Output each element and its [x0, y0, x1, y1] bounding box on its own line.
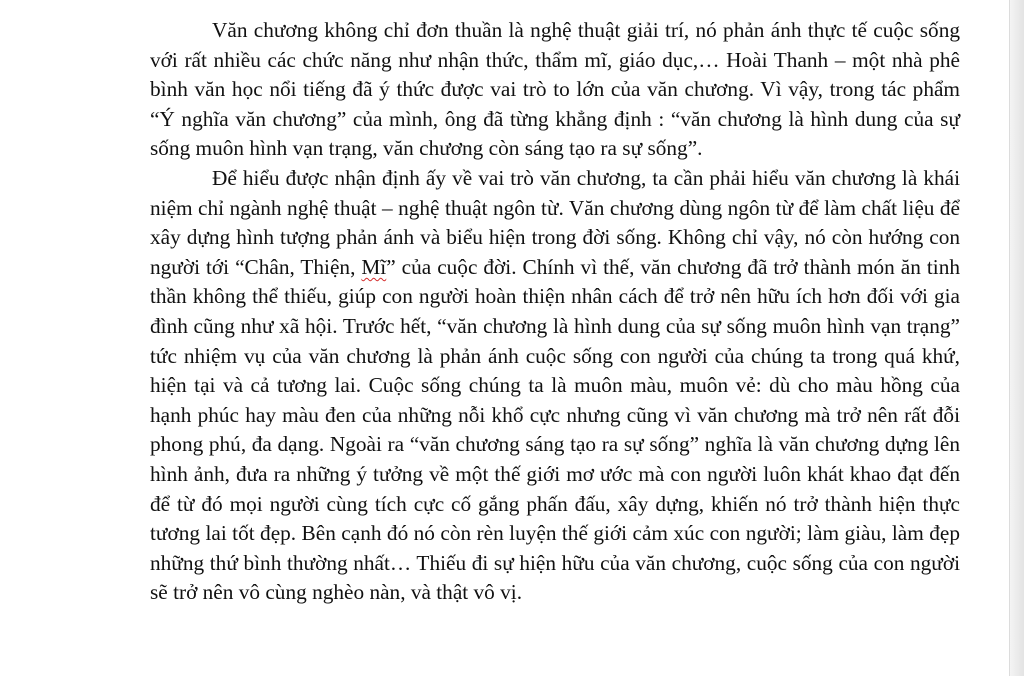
spellcheck-flagged-word[interactable]: Mĩ — [361, 254, 387, 279]
document-body[interactable] — [150, 16, 960, 608]
paragraph-2[interactable] — [150, 164, 960, 608]
paragraph-1-text: Văn chương không chỉ đơn thuần là nghệ thuật giải trí, nó phản ánh thực tế cuộc sống với rất nhiều các chức năng như nhận thức, thẩm mĩ, giáo dục,… Hoài Thanh – một nhà phê bình văn học nổi tiếng đã ý thức được vai trò to lớn của văn chương. Vì vậy, trong tác phẩm “Ý nghĩa văn chương” của mình, ông đã từng khẳng định : “văn chương là hình dung của sự sống muôn hình vạn trạng, văn chương còn sáng tạo ra sự sống”. — [150, 18, 960, 161]
paragraph-1[interactable] — [150, 16, 960, 164]
paragraph-2-text-after: ” của cuộc đời. Chính vì thế, văn chương đã trở thành món ăn tinh thần không thể thiếu, giúp con người hoàn thiện nhân cách để trở nên hữu ích hơn đối với gia đình cũng như xã hội. Trước hết, “văn chương là hình dung của sự sống muôn hình vạn trạng” tức nhiệm vụ của văn chương là phản ánh cuộc sống con người của chúng ta trong quá khứ, hiện tại và cả tương lai. Cuộc sống chúng ta là muôn màu, muôn vẻ: dù cho màu hồng của hạnh phúc hay màu đen của những nỗi khổ cực nhưng cũng vì văn chương mà trở nên rất đỗi phong phú, đa dạng. Ngoài ra “văn chương sáng tạo ra sự sống” nghĩa là văn chương dựng lên hình ảnh, đưa ra những ý tưởng về một thế giới mơ ước mà con người luôn khát khao đạt đến để từ đó mọi người cùng tích cực cố gắng phấn đấu, xây dựng, khiến nó trở thành hiện thực tương lai tốt đẹp. Bên cạnh đó nó còn rèn luyện thế giới cảm xúc con người; làm giàu, làm đẹp những thứ bình thường nhất… Thiếu đi sự hiện hữu của văn chương, cuộc sống của con người sẽ trở nên vô cùng nghèo nàn, và thật vô vị. — [150, 254, 960, 605]
paragraph-2-text-before: Để hiểu được nhận định ấy về vai trò văn chương, ta cần phải hiểu văn chương là khái niệm chỉ ngành nghệ thuật – nghệ thuật ngôn từ. Văn chương dùng ngôn từ để làm chất liệu để xây dựng hình tượng phản ánh và biểu hiện trong đời sống. Không chỉ vậy, nó còn hướng con người tới “Chân, Thiện, — [150, 165, 960, 279]
page-right-edge — [1009, 0, 1024, 676]
